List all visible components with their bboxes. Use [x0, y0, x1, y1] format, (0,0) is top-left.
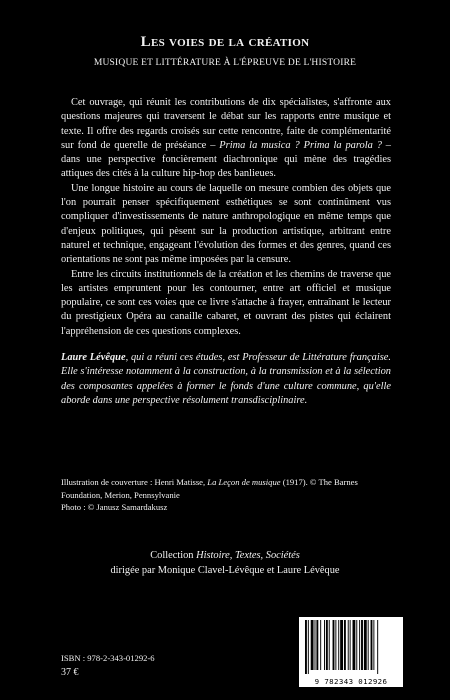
isbn: ISBN : 978-2-343-01292-6: [61, 653, 155, 663]
description: [61, 96, 391, 339]
paragraph-2: Une longue histoire au cours de laquelle on mesure combien des objets que l'on pourrait penser spécifiquement esthétiques se sont continûment vus compliquer d'investissements de nature anthropologique en même temps que d'enjeux politiques, qui pèsent sur la production artistique, arbitrant entre naturel et technique, engageant l'évolution des formes et des genres, quand ces orientations ne sont pas même imposées par la censure.: [61, 182, 391, 266]
collection-info: Collection Histoire, Textes, Sociétés dirigée par Monique Clavel-Lévêque et Laure Lévêque: [0, 549, 450, 578]
author-bio: Laure Lévêque, qui a réuni ces études, est Professeur de Littérature française. Elle s'intéresse notamment à la construction, à la transmission et à la sélection des composantes appelées à former le fonds d'une culture commune, qu'elle aborde dans une perspective résolument transdisciplinaire.: [61, 352, 391, 406]
paragraph-3: Entre les circuits institutionnels de la création et les chemins de traverse que les artistes empruntent pour les contourner, entre art officiel et musique populaire, ce sont ces voies que ce livre s'attache à frayer, entraînant le lecteur du prestigieux Opéra au canaille cabaret, et ouvrant des pistes qui éclairent l'appréhension de ces questions complexes.: [61, 268, 391, 337]
barcode: [299, 617, 403, 687]
book-subtitle: MUSIQUE ET LITTÉRATURE À L'ÉPREUVE DE L'HISTOIRE: [93, 58, 357, 68]
author-name: Laure Lévêque: [61, 352, 126, 363]
illustration-credit: Illustration de couverture : Henri Matisse, La Leçon de musique (1917). © The Barnes Foundation, Merion, Pennsylvanie: [61, 477, 358, 500]
book-title: Les voies de la création: [140, 34, 310, 50]
collection-name: Histoire, Textes, Sociétés: [196, 550, 300, 561]
cover-credits: [61, 476, 391, 514]
paragraph-1: Cet ouvrage, qui réunit les contributions de dix spécialistes, s'affronte aux questions majeures qui traversent le débat sur les rapports entre musique et texte. Il offre des regards croisés sur cette rencontre, faite de complémentarité sur fond de querelle de préséance – Prima la musica ? Prima la parola ? – dans une perspective foncièrement diachronique qui mène des tragédies attiques des cités à la culture hip-hop des banlieues.: [61, 97, 391, 180]
photo-credit: Photo : © Janusz Samardakusz: [61, 502, 168, 512]
collection-directors: dirigée par Monique Clavel-Lévêque et Laure Lévêque: [110, 564, 340, 576]
price: 37 €: [61, 667, 79, 678]
barcode-bars: [303, 620, 399, 674]
barcode-number: 9 782343 012926: [314, 677, 388, 686]
